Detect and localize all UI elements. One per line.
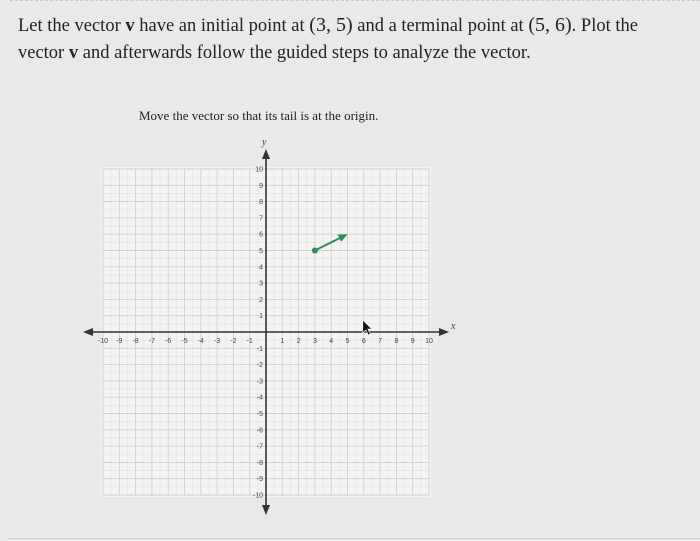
terminal-point: (5, 6)	[528, 14, 572, 36]
y-tick-label: 2	[259, 296, 263, 304]
x-tick-label: 5	[345, 338, 350, 345]
question-part: and afterwards follow the guided steps to analyze the vector.	[78, 43, 531, 63]
x-tick-label: 3	[312, 338, 317, 345]
instruction-text: Move the vector so that its tail is at the origin.	[139, 108, 379, 123]
x-tick-label: -3	[213, 338, 221, 345]
x-tick-label: -5	[181, 338, 188, 345]
y-axis-arrow-down	[262, 505, 270, 515]
x-tick-label: 2	[296, 338, 301, 345]
x-tick-label: -1	[246, 338, 253, 345]
x-tick-label: 9	[410, 338, 415, 345]
x-tick-label: -7	[148, 338, 156, 345]
y-tick-label: -4	[256, 394, 263, 402]
y-tick-label: -5	[256, 411, 263, 418]
x-tick-label: 4	[329, 338, 334, 345]
y-tick-label: -9	[256, 476, 263, 484]
x-axis-arrow-left	[83, 328, 93, 336]
y-tick-label: 9	[259, 182, 263, 190]
y-axis-label: y	[262, 137, 267, 148]
x-tick-label: -6	[165, 338, 172, 345]
x-tick-label: 7	[378, 338, 383, 345]
y-tick-label: -8	[256, 459, 263, 467]
x-tick-label: -2	[230, 338, 237, 345]
y-tick-label: -10	[252, 492, 263, 500]
x-tick-label: -10	[97, 338, 109, 345]
x-tick-label: 8	[394, 338, 399, 345]
y-tick-label: 8	[259, 199, 263, 207]
y-tick-label: 1	[259, 313, 263, 321]
initial-point: (3, 5)	[309, 14, 353, 36]
y-tick-label: -6	[256, 427, 263, 435]
vector-symbol: v	[68, 43, 79, 63]
vector-symbol: v	[125, 16, 135, 36]
question-part: Let the vector	[18, 16, 126, 36]
x-tick-label: -4	[197, 338, 204, 345]
y-tick-label: 10	[255, 166, 263, 174]
y-axis-arrow-up	[262, 149, 270, 159]
y-tick-label: 5	[259, 248, 263, 255]
bottom-divider	[8, 538, 700, 539]
x-tick-label: 1	[280, 338, 285, 345]
y-tick-label: 3	[259, 280, 263, 288]
y-tick-label: -2	[256, 362, 263, 370]
question-part: have an initial point at	[134, 16, 310, 36]
x-axis-label: x	[451, 321, 456, 332]
y-tick-label: 7	[259, 215, 263, 223]
x-tick-label: -9	[116, 338, 123, 345]
y-tick-label: -1	[256, 345, 263, 353]
y-tick-label: 4	[259, 264, 263, 272]
x-tick-label: 10	[425, 338, 433, 345]
question-part: and a terminal point at	[352, 16, 529, 36]
y-tick-label: -7	[256, 443, 263, 451]
y-tick-label: 6	[259, 231, 263, 239]
x-axis-arrow-right	[439, 328, 449, 336]
vector-tail-handle[interactable]	[312, 248, 318, 254]
y-tick-label: -3	[256, 378, 263, 386]
x-tick-label: -8	[132, 338, 139, 345]
x-tick-label: 6	[361, 338, 366, 345]
question-part: . Plot the vector	[18, 16, 638, 63]
